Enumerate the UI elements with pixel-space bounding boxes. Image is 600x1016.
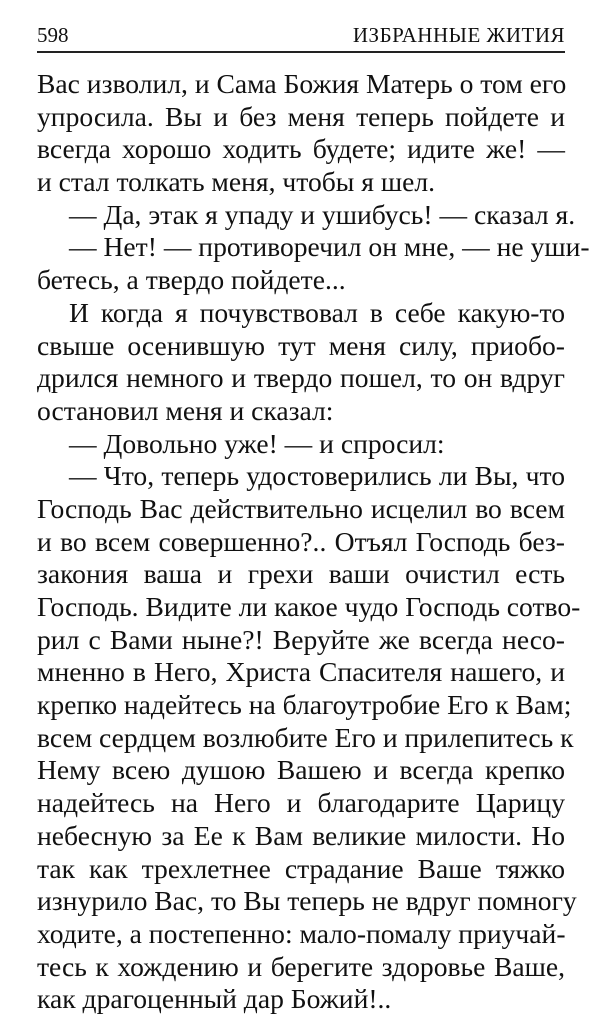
text-line: как драгоценный дар Божий!.. (37, 983, 392, 1015)
text-line: дрился немного и твердо пошел, то он вдруг (37, 362, 565, 394)
body-text (37, 68, 590, 1016)
text-line: упросила. Вы и без меня теперь пойдете и (37, 100, 565, 132)
text-line: изнурило Вас, то Вы теперь не вдруг помногу (37, 885, 577, 917)
text-line: мненно в Него, Христа Спасителя нашего, и (37, 656, 565, 688)
text-line: всегда хорошо ходить будете; идите же! — (37, 133, 565, 165)
text-line: Господь Вас действительно исцелил во всем (37, 492, 565, 524)
text-line: закония ваша и грехи ваши очистил есть (37, 558, 565, 590)
text-line: свыше осенившую тут меня силу, приобо- (37, 329, 565, 361)
text-line: Вас изволил, и Сама Божия Матерь о том его (37, 68, 567, 99)
text-line: ходите, а постепенно: мало-помалу приучай- (37, 917, 566, 949)
text-line: Господь. Видите ли какое чудо Господь сотво- (37, 591, 581, 622)
dialogue-line: — Нет! — противоречил он мне, — не уши- (69, 231, 590, 263)
header-rule (37, 51, 565, 53)
text-line: всем сердцем возлюбите Его и прилепитесь к (37, 721, 574, 753)
text-line: небесную за Ее к Вам великие милости. Но (37, 819, 565, 851)
dialogue-line: — Да, этак я упаду и ушибусь! — сказал я. (69, 198, 576, 230)
text-line: Нему всею душою Вашею и всегда крепко (37, 754, 565, 786)
dialogue-line: — Довольно уже! — и спросил: (69, 427, 445, 459)
running-head (37, 22, 565, 48)
running-title: ИЗБРАННЫЕ ЖИТИЯ (352, 23, 565, 47)
paragraph-start-line: И когда я почувствовал в себе какую-то (69, 296, 565, 328)
text-line: тесь к хождению и берегите здоровье Ваше, (37, 950, 565, 982)
text-line: крепко надейтесь на благоутробие Его к Вам; (37, 689, 572, 721)
text-line: надейтесь на Него и благодарите Царицу (37, 787, 565, 819)
text-line: остановил меня и сказал: (37, 394, 334, 426)
page-number: 598 (37, 23, 69, 47)
text-line: и стал толкать меня, чтобы я шел. (37, 166, 435, 198)
text-line: и во всем совершенно?.. Отъял Господь без- (37, 525, 565, 557)
dialogue-line: — Что, теперь удостоверились ли Вы, что (69, 460, 565, 492)
text-line: так как трехлетнее страдание Ваше тяжко (37, 852, 565, 884)
text-line: рил с Вами ныне?! Веруйте же всегда несо- (37, 623, 565, 655)
text-line: бетесь, а твердо пойдете... (37, 264, 346, 296)
